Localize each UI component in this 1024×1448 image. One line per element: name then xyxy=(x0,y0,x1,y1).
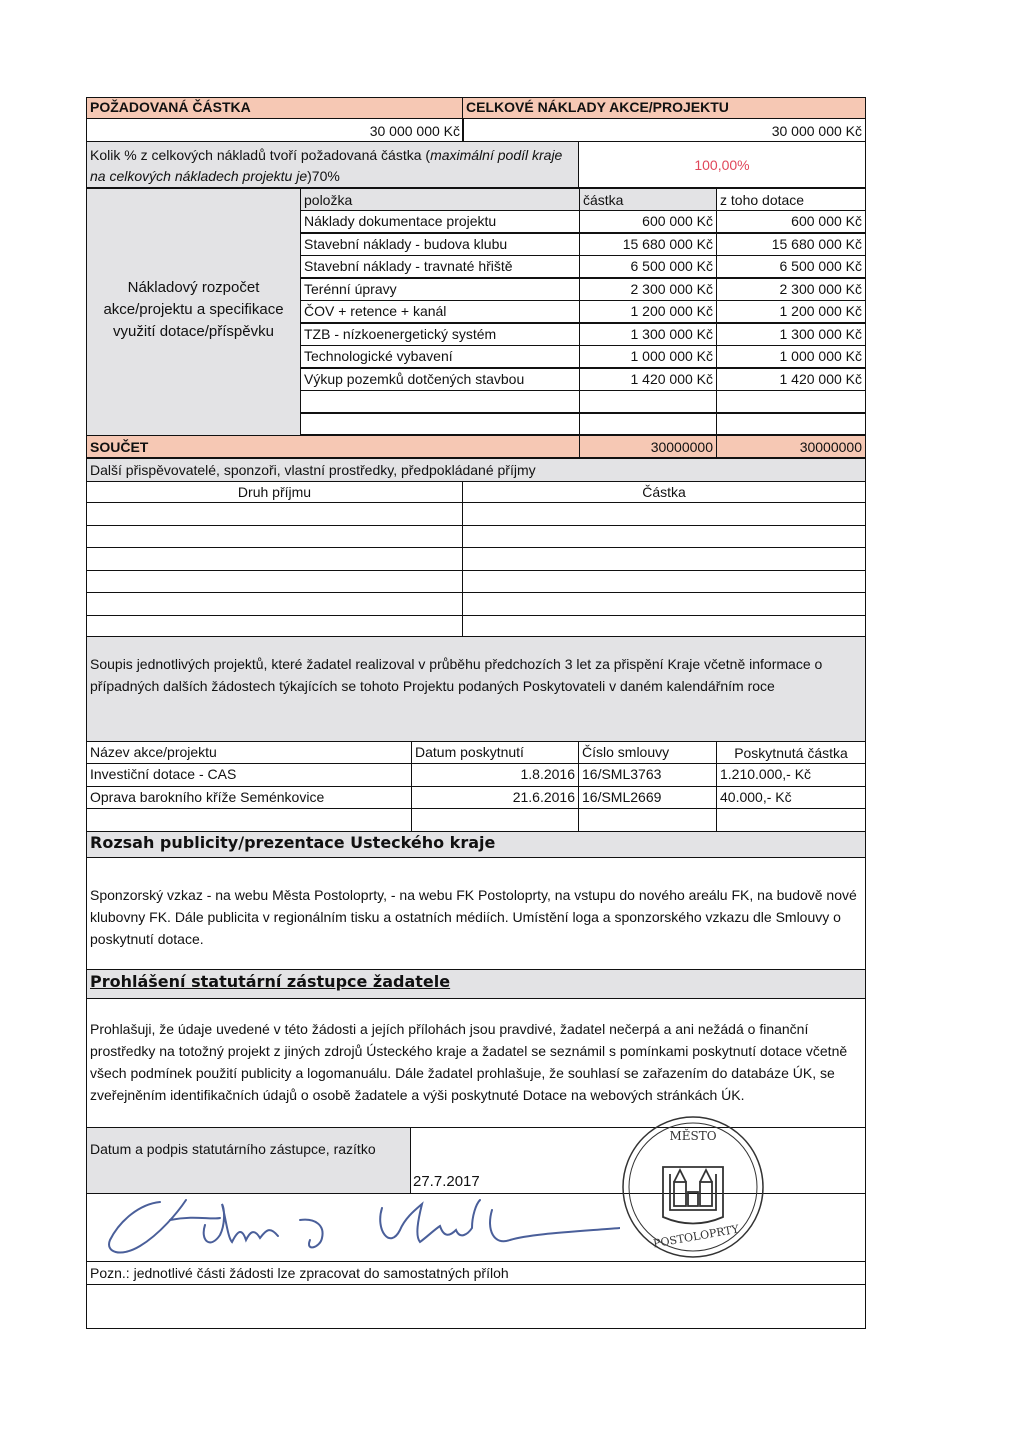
project-row-amount xyxy=(716,808,866,832)
projects-col-name: Název akce/projektu xyxy=(86,741,412,764)
budget-row-subsidy: 15 680 000 Kč xyxy=(716,233,866,256)
project-row-contract xyxy=(578,808,717,832)
note-empty-row xyxy=(86,1284,866,1329)
project-row-contract: 16/SML2669 xyxy=(578,786,717,810)
project-row-name xyxy=(86,808,412,832)
contributors-col-type: Druh příjmu xyxy=(86,481,463,503)
budget-row-amount: 1 200 000 Kč xyxy=(579,300,717,323)
share-question-tail: )70% xyxy=(307,168,340,184)
sign-date: 27.7.2017 xyxy=(413,1173,480,1190)
publicity-box xyxy=(86,857,866,970)
share-question-text: Kolik % z celkových nákladů tvoří požadovaná částka ( xyxy=(90,147,431,163)
budget-row-subsidy: 6 500 000 Kč xyxy=(716,255,866,278)
declaration-title-text: Prohlášení statutární zástupce žadatele xyxy=(90,972,451,991)
projects-col-date: Datum poskytnutí xyxy=(411,741,579,764)
budget-row-amount xyxy=(579,413,717,436)
budget-side-label-text: Nákladový rozpočet akce/projektu a specifikace využití dotace/příspěvku xyxy=(103,279,284,340)
budget-row-amount: 6 500 000 Kč xyxy=(579,255,717,278)
sign-label-text: Datum a podpis statutárního zástupce, razítko xyxy=(90,1141,376,1157)
total-costs-label: CELKOVÉ NÁKLADY AKCE/PROJEKTU xyxy=(462,97,866,119)
publicity-title: Rozsah publicity/prezentace Usteckého kraje xyxy=(86,831,866,858)
sign-label xyxy=(86,1127,411,1194)
declaration-title xyxy=(86,969,866,999)
contributors-col-amount: Částka xyxy=(462,481,866,503)
requested-amount-value: 30 000 000 Kč xyxy=(86,118,464,142)
sum-subsidy: 30000000 xyxy=(716,435,866,458)
budget-row-item xyxy=(300,413,580,436)
requested-amount-label: POŽADOVANÁ ČÁSTKA xyxy=(86,97,464,119)
contributors-row-type xyxy=(86,592,463,616)
projects-intro-text: Soupis jednotlivých projektů, které žadatel realizoval v průběhu předchozích 3 let za přispění Kraje včetně informace o případných dalších žádostech týkajících se tohoto Projektu podaných Poskytovateli v daném kalendářním roce xyxy=(90,656,823,694)
share-value: 100,00% xyxy=(578,141,866,188)
budget-row-amount: 1 420 000 Kč xyxy=(579,368,717,391)
contributors-row-amount xyxy=(462,592,866,616)
share-question-italic: maximální podíl kraje na celkových nákladech projektu je xyxy=(90,147,563,184)
budget-row-amount: 600 000 Kč xyxy=(579,210,717,233)
budget-row-amount: 1 000 000 Kč xyxy=(579,345,717,368)
contributors-title: Další přispěvovatelé, sponzoři, vlastní prostředky, předpokládané příjmy xyxy=(86,458,866,482)
sum-amount: 30000000 xyxy=(579,435,717,458)
budget-row-amount: 15 680 000 Kč xyxy=(579,233,717,256)
budget-row-item: Technologické vybavení xyxy=(300,345,580,368)
contributors-row-amount xyxy=(462,525,866,549)
project-row-name: Oprava barokního kříže Seménkovice xyxy=(86,786,412,810)
budget-row-subsidy: 1 300 000 Kč xyxy=(716,323,866,346)
budget-row-item: Výkup pozemků dotčených stavbou xyxy=(300,368,580,391)
budget-row-item: Náklady dokumentace projektu xyxy=(300,210,580,233)
budget-col-subsidy: z toho dotace xyxy=(716,188,866,211)
total-costs-value: 30 000 000 Kč xyxy=(462,118,866,142)
declaration-text: Prohlašuji, že údaje uvedené v této žádosti a jejích přílohách jsou pravdivé, žadatel nečerpá a ani nežádá o finanční prostředky na totožný projekt z jiných zdrojů Ústeckého kraje a žadatel se seznámil s pomínkami poskytnutí dotace včetně všech podmínek použití publicity a logomanuálu. Dále žadatel prohlašuje, že souhlasí se zařazením do databáze ÚK, se zveřejněním identifikačních údajů o osobě žadatele a výši poskytnuté Dotace na webových stránkách ÚK. xyxy=(90,1021,848,1103)
project-row-date xyxy=(411,808,579,832)
contributors-row-type xyxy=(86,547,463,571)
budget-row-subsidy: 1 200 000 Kč xyxy=(716,300,866,323)
projects-col-amount: Poskytnutá částka xyxy=(716,741,866,764)
contributors-row-amount xyxy=(462,615,866,639)
budget-row-item: ČOV + retence + kanál xyxy=(300,300,580,323)
budget-row-amount xyxy=(579,390,717,413)
stamp-top-text: MĚSTO xyxy=(669,1129,717,1143)
contributors-row-type xyxy=(86,502,463,526)
budget-row-subsidy: 600 000 Kč xyxy=(716,210,866,233)
project-row-amount: 1.210.000,- Kč xyxy=(716,763,866,787)
sum-label: SOUČET xyxy=(86,435,580,458)
project-row-amount: 40.000,- Kč xyxy=(716,786,866,810)
declaration-box xyxy=(86,998,866,1128)
budget-row-item: Terénní úpravy xyxy=(300,278,580,301)
budget-row-amount: 2 300 000 Kč xyxy=(579,278,717,301)
contributors-row-amount xyxy=(462,502,866,526)
budget-row-item: Stavební náklady - travnaté hřiště xyxy=(300,255,580,278)
handwritten-signature xyxy=(100,1190,620,1270)
project-row-contract: 16/SML3763 xyxy=(578,763,717,787)
note: Pozn.: jednotlivé části žádosti lze zpracovat do samostatných příloh xyxy=(86,1261,866,1285)
budget-row-subsidy xyxy=(716,390,866,413)
budget-row-subsidy: 1 420 000 Kč xyxy=(716,368,866,391)
budget-row-item: Stavební náklady - budova klubu xyxy=(300,233,580,256)
budget-row-item xyxy=(300,390,580,413)
budget-row-item: TZB - nízkoenergetický systém xyxy=(300,323,580,346)
contributors-row-type xyxy=(86,525,463,549)
budget-row-subsidy: 2 300 000 Kč xyxy=(716,278,866,301)
share-question xyxy=(86,141,579,188)
budget-col-amount: částka xyxy=(579,188,717,211)
budget-row-amount: 1 300 000 Kč xyxy=(579,323,717,346)
budget-row-subsidy: 1 000 000 Kč xyxy=(716,345,866,368)
project-row-date: 1.8.2016 xyxy=(411,763,579,787)
budget-row-subsidy xyxy=(716,413,866,436)
stamp-bottom-text: POSTOLOPRTY xyxy=(652,1222,740,1251)
project-row-date: 21.6.2016 xyxy=(411,786,579,810)
projects-intro xyxy=(86,636,866,742)
contributors-row-type xyxy=(86,570,463,594)
project-row-name: Investiční dotace - CAS xyxy=(86,763,412,787)
contributors-row-amount xyxy=(462,547,866,571)
contributors-row-type xyxy=(86,615,463,639)
publicity-text: Sponzorský vzkaz - na webu Města Postoloprty, - na webu FK Postoloprty, na vstupu do nového areálu FK, na budově nové klubovny FK. Dále publicita v regionálním tisku a ostatních médiích. Umístění loga a sponzorského vzkazu dle Smlouvy o poskytnutí dotace. xyxy=(90,887,857,947)
budget-side-label xyxy=(86,188,301,436)
projects-col-contract: Číslo smlouvy xyxy=(578,741,717,764)
city-stamp xyxy=(618,1112,768,1262)
contributors-row-amount xyxy=(462,570,866,594)
budget-col-item: položka xyxy=(300,188,580,211)
